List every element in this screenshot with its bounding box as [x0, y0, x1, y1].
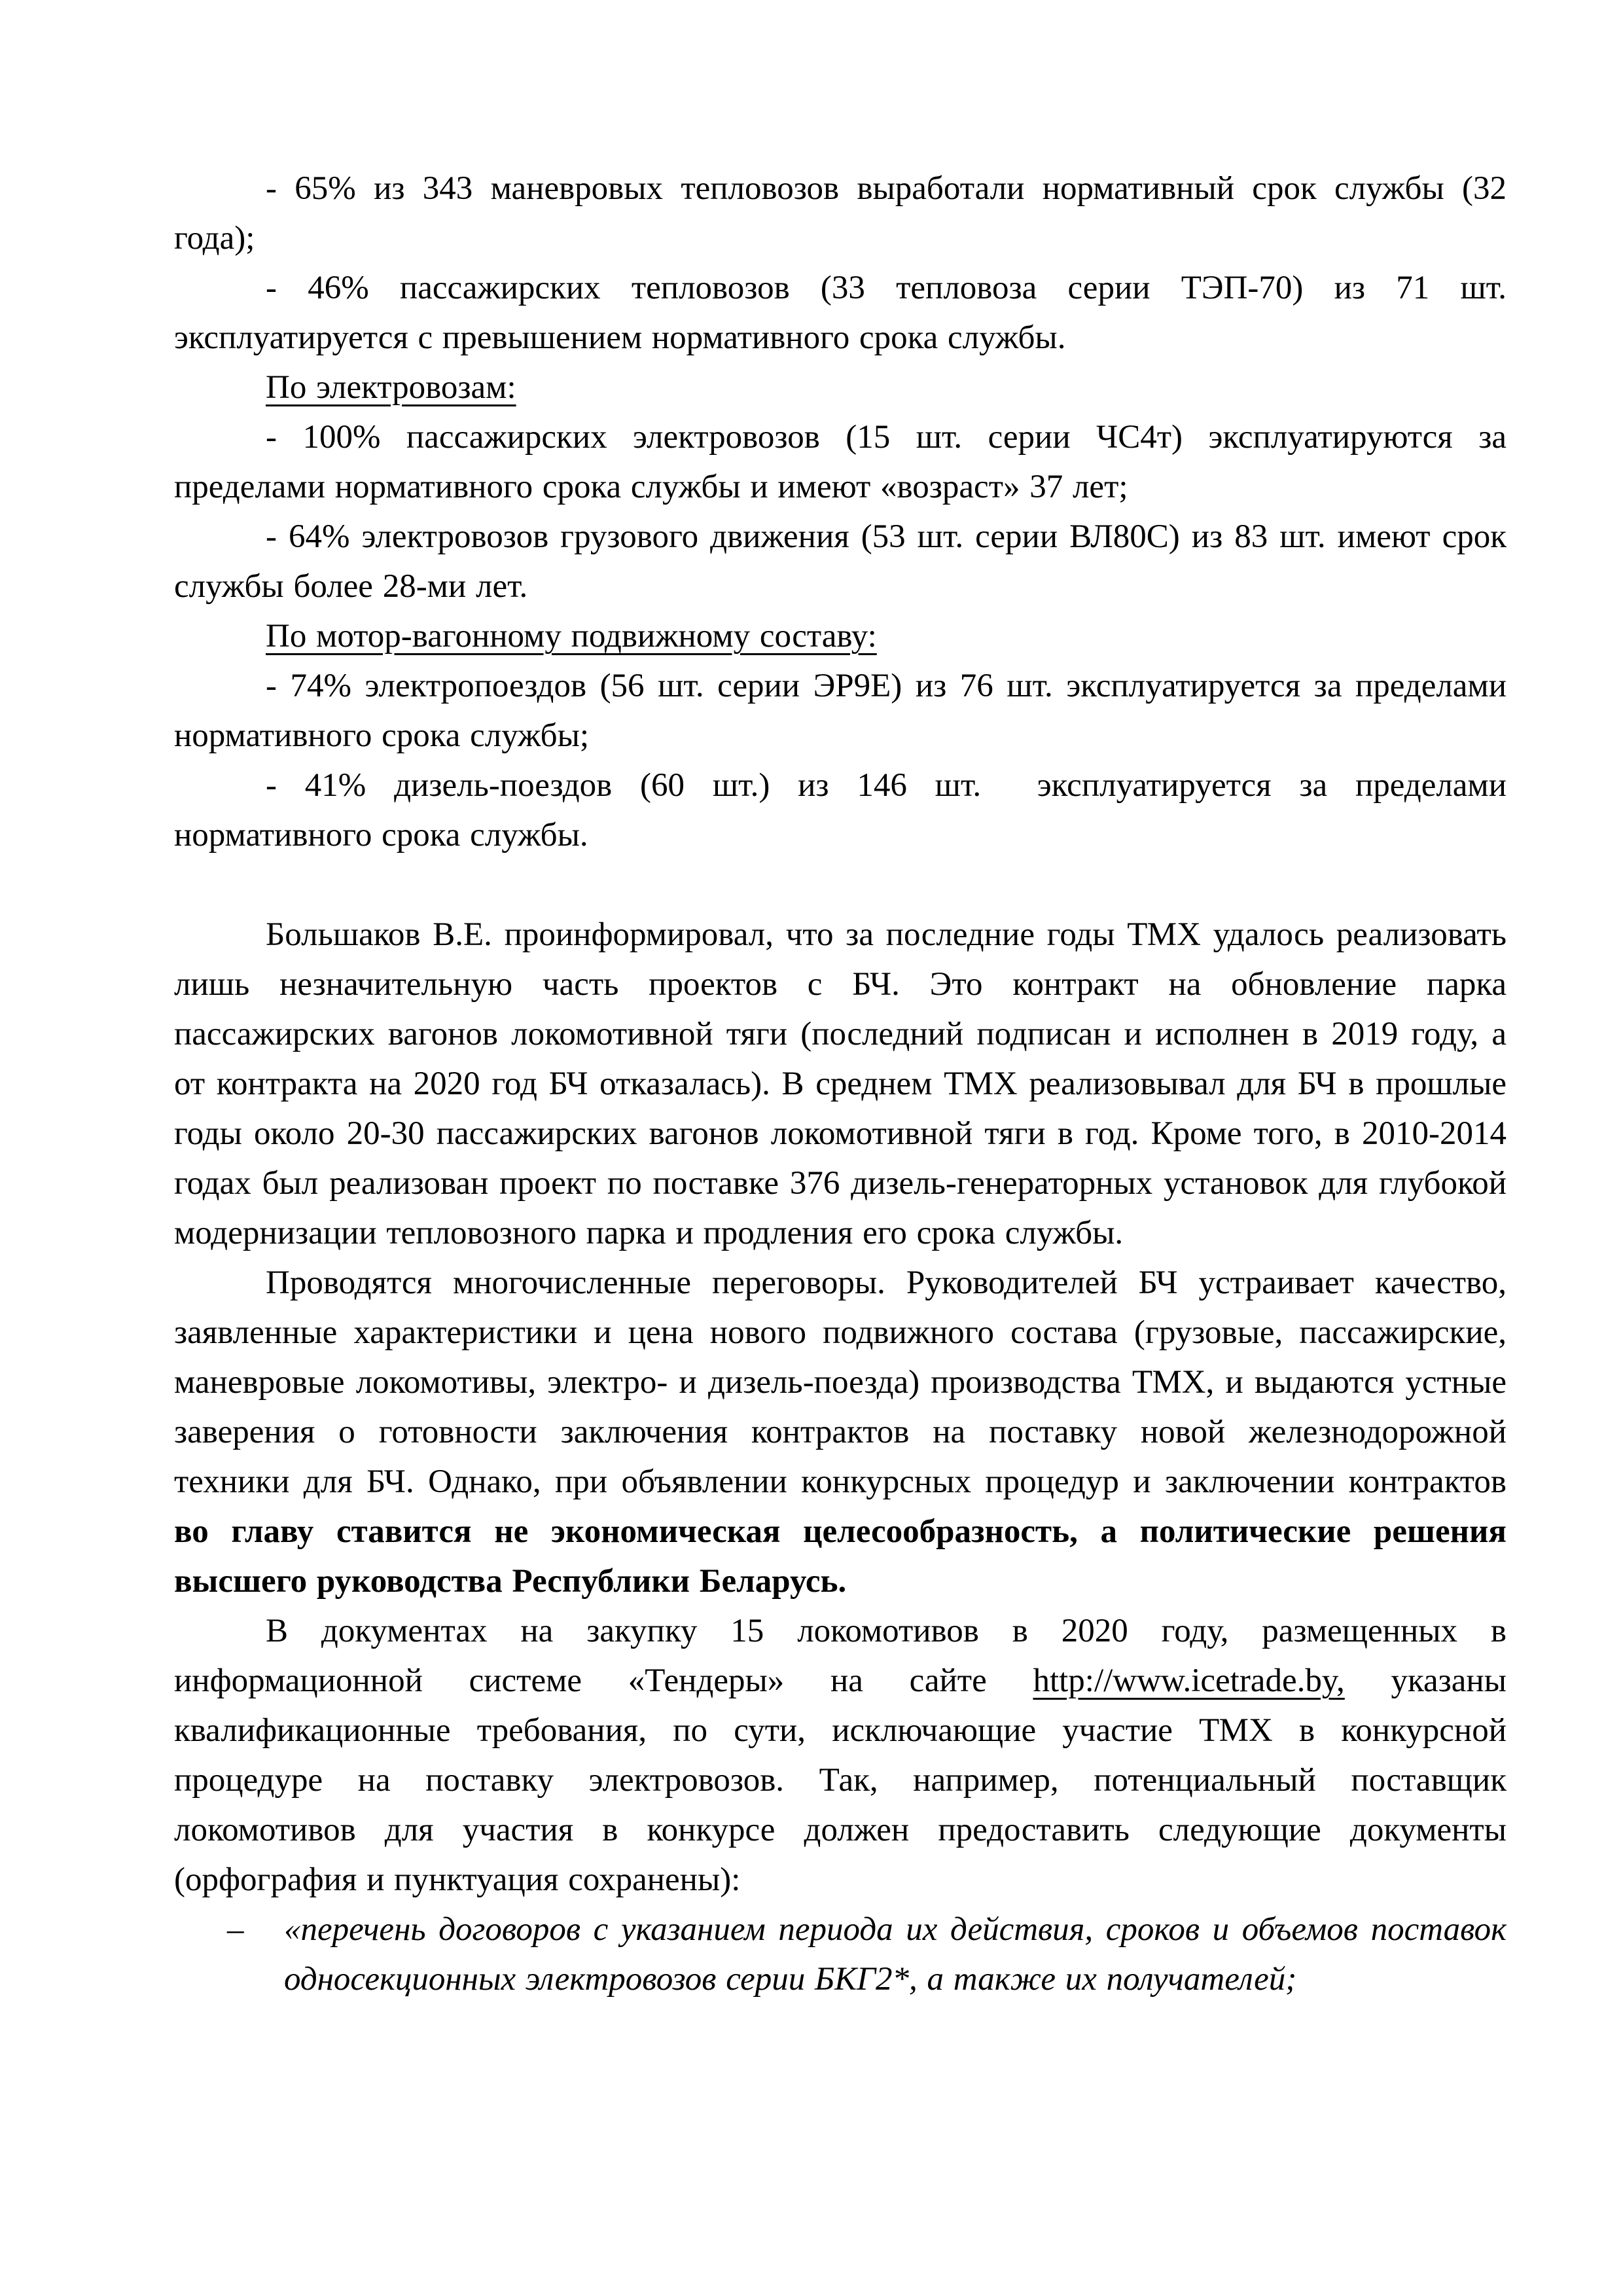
bold-political-decisions-text: во главу ставится не экономическая целесообразность, а политические решения высшего руководства Республики Беларусь. — [174, 1513, 1507, 1600]
paragraph-text: - 65% из 343 маневровых тепловозов выработали нормативный срок службы (32 года); — [174, 170, 1507, 257]
dash-list-marker: – — [227, 1911, 244, 1948]
underlined-heading-text: По мотор-вагонному подвижному составу: — [266, 618, 877, 655]
quote-list-item — [174, 1905, 1507, 2004]
icetrade-link[interactable]: http://www.icetrade.by, — [1033, 1662, 1345, 1699]
paragraph-freight-electric-locomotives — [174, 512, 1507, 611]
paragraph-text: - 46% пассажирских тепловозов (33 тепловоза серии ТЭП-70) из 71 шт. эксплуатируется с превышением нормативного срока службы. — [174, 270, 1507, 356]
paragraph-text: В документах на закупку 15 локомотивов в 2020 году, размещенных в информационной системе «Тендеры» на сайте — [174, 1613, 1507, 1699]
paragraph-shunting-locomotives — [174, 164, 1507, 263]
paragraph-negotiations — [174, 1258, 1507, 1606]
paragraph-text: - 74% электропоездов (56 шт. серии ЭР9Е) из 76 шт. эксплуатируется за пределами нормативного срока службы; — [174, 668, 1507, 754]
paragraph-diesel-trains — [174, 761, 1507, 860]
quote-list-item-text: «перечень договоров с указанием периода их действия, сроков и объемов поставок односекционных электровозов серии БКГ2*, а также их получателей; — [284, 1911, 1507, 1998]
paragraph-electric-trains — [174, 661, 1507, 761]
paragraph-text: указаны квалификационные требования, по сути, исключающие участие ТМХ в конкурсной процедуре на поставку электровозов. Так, например, потенциальный поставщик локомотивов для участия в конкурсе должен предоставить следующие документы (орфография и пунктуация сохранены): — [174, 1662, 1507, 1898]
paragraph-tender-documents — [174, 1606, 1507, 1905]
paragraph-passenger-diesel-locomotives — [174, 263, 1507, 363]
paragraph-passenger-electric-locomotives — [174, 412, 1507, 512]
heading-motor-car-rolling-stock — [174, 611, 1507, 661]
document-body — [174, 164, 1507, 2004]
paragraph-text: - 41% дизель-поездов (60 шт.) из 146 шт. эксплуатируется за пределами нормативного срока службы. — [174, 767, 1507, 853]
paragraph-text: - 64% электровозов грузового движения (53 шт. серии ВЛ80С) из 83 шт. имеют срок службы более 28-ми лет. — [174, 518, 1507, 605]
paragraph-text: Проводятся многочисленные переговоры. Руководителей БЧ устраивает качество, заявленные характеристики и цена нового подвижного состава (грузовые, пассажирские, маневровые локомотивы, электро- и дизель-поезда) производства ТМХ, и выдаются устные заверения о готовности заключения контрактов на поставку новой железнодорожной техники для БЧ. Однако, при объявлении конкурсных процедур и заключении контрактов — [174, 1265, 1507, 1500]
paragraph-bolshakov-report — [174, 910, 1507, 1258]
paragraph-text: - 100% пассажирских электровозов (15 шт. серии ЧС4т) эксплуатируются за пределами нормативного срока службы и имеют «возраст» 37 лет; — [174, 419, 1507, 505]
heading-electric-locomotives — [174, 363, 1507, 412]
underlined-heading-text: По электровозам: — [266, 369, 516, 406]
paragraph-text: Большаков В.Е. проинформировал, что за последние годы ТМХ удалось реализовать лишь незначительную часть проектов с БЧ. Это контракт на обновление парка пассажирских вагонов локомотивной тяги (последний подписан и исполнен в 2019 году, а от контракта на 2020 год БЧ отказалась). В среднем ТМХ реализовывал для БЧ в прошлые годы около 20-30 пассажирских вагонов локомотивной тяги в год. Кроме того, в 2010-2014 годах был реализован проект по поставке 376 дизель-генераторных установок для глубокой модернизации тепловозного парка и продления его срока службы. — [174, 916, 1507, 1251]
